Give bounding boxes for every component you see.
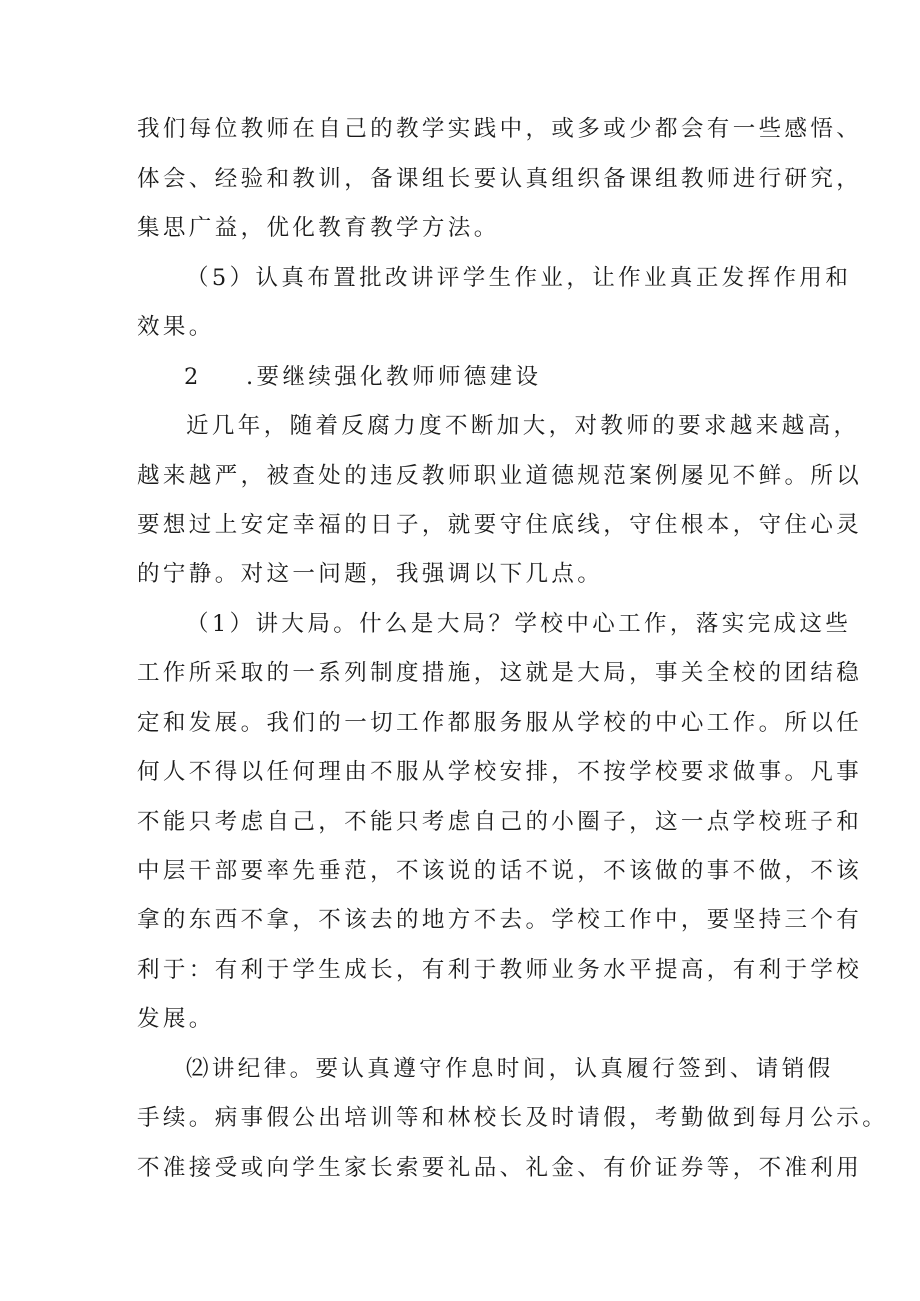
paragraph-line: 要想过上安定幸福的日子，就要守住底线，守住根本，守住心灵 (137, 512, 863, 538)
section-heading-text: .要继续强化教师师德建设 (246, 364, 542, 390)
paragraph-line: 不准接受或向学生家长索要礼品、礼金、有价证券等，不准利用 (137, 1155, 863, 1181)
paragraph-line: 体会、经验和教训，备课组长要认真组织备课组教师进行研究， (137, 166, 863, 192)
section-heading (184, 362, 541, 392)
paragraph-line: 工作所采取的一系列制度措施，这就是大局，事关全校的团结稳 (137, 660, 863, 686)
paragraph-line: ⑵讲纪律。要认真遵守作息时间，认真履行签到、请销假 (186, 1056, 834, 1082)
paragraph-line: 何人不得以任何理由不服从学校安排，不按学校要求做事。凡事 (137, 759, 863, 785)
paragraph-line: 中层干部要率先垂范，不该说的话不说，不该做的事不做，不该 (137, 858, 863, 884)
paragraph-line: 不能只考虑自己，不能只考虑自己的小圈子，这一点学校班子和 (137, 809, 863, 835)
paragraph-line: 利于：有利于学生成长，有利于教师业务水平提高，有利于学校 (137, 957, 863, 983)
paragraph-line: 拿的东西不拿，不该去的地方不去。学校工作中，要坚持三个有 (137, 907, 863, 933)
paragraph-line: 效果。 (137, 314, 215, 340)
paragraph-line: 近几年，随着反腐力度不断加大，对教师的要求越来越高， (186, 413, 860, 439)
paragraph-line: 我们每位教师在自己的教学实践中，或多或少都会有一些感悟、 (137, 116, 863, 142)
section-number: 2 (184, 364, 199, 390)
paragraph-line: 集思广益，优化教育教学方法。 (137, 215, 500, 241)
paragraph-line: 越来越严，被查处的违反教师职业道德规范案例屡见不鲜。所以 (137, 463, 863, 489)
paragraph-line: （1）讲大局。什么是大局？学校中心工作，落实完成这些 (186, 611, 852, 637)
paragraph-line: 的宁静。对这一问题，我强调以下几点。 (137, 561, 604, 587)
paragraph-line: 手续。病事假公出培训等和林校长及时请假，考勤做到每月公示。 (137, 1105, 889, 1131)
paragraph-line: 发展。 (137, 1006, 215, 1032)
paragraph-line: （5）认真布置批改讲评学生作业，让作业真正发挥作用和 (186, 265, 852, 291)
paragraph-line: 定和发展。我们的一切工作都服务服从学校的中心工作。所以任 (137, 710, 863, 736)
